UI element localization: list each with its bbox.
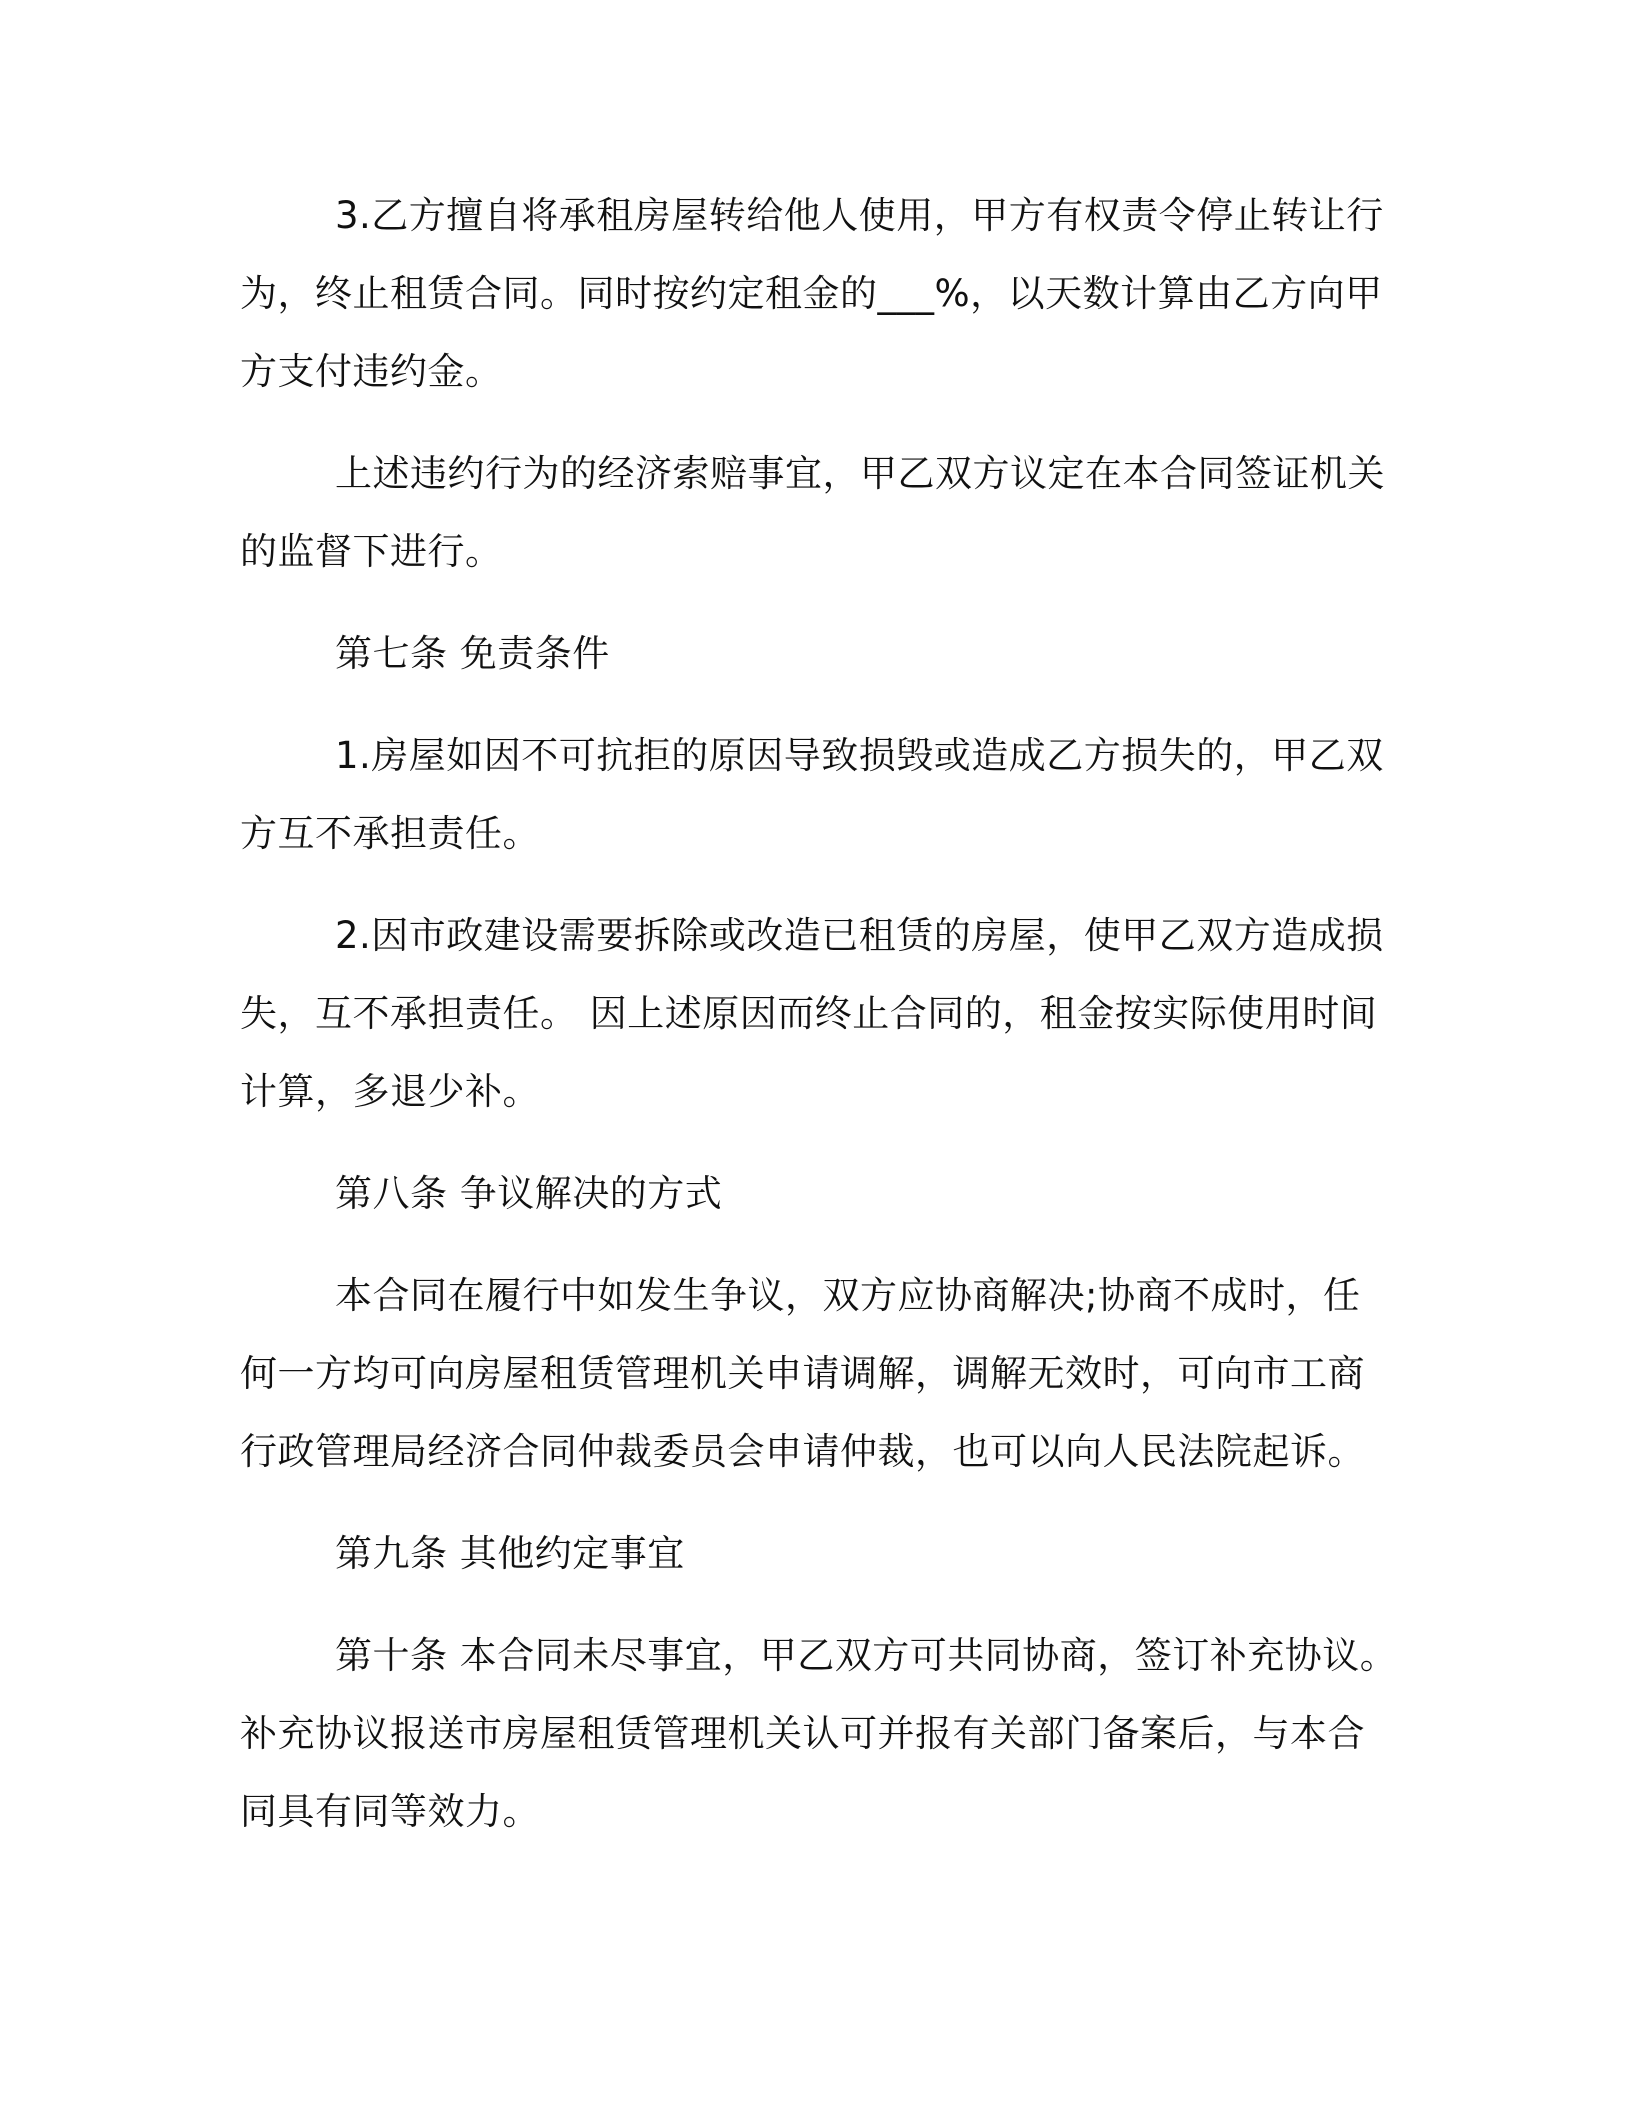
article-heading: 第八条 争议解决的方式 <box>335 1172 723 1215</box>
text-line: 何一方均可向房屋租赁管理机关申请调解，调解无效时，可向市工商 <box>240 1352 1365 1395</box>
text-line: 上述违约行为的经济索赔事宜，甲乙双方议定在本合同签证机关 <box>335 452 1385 495</box>
text-line: 为，终止租赁合同。同时按约定租金的___%，以天数计算由乙方向甲 <box>240 272 1383 315</box>
text-line: 1.房屋如因不可抗拒的原因导致损毁或造成乙方损失的，甲乙双 <box>335 734 1384 777</box>
article-heading: 第七条 免责条件 <box>335 632 610 675</box>
text-line: 本合同在履行中如发生争议，双方应协商解决;协商不成时，任 <box>335 1274 1361 1317</box>
text-line: 方互不承担责任。 <box>240 812 540 855</box>
text-line: 行政管理局经济合同仲裁委员会申请仲裁，也可以向人民法院起诉。 <box>240 1430 1365 1473</box>
text-line: 2.因市政建设需要拆除或改造已租赁的房屋，使甲乙双方造成损 <box>335 914 1384 957</box>
text-line: 同具有同等效力。 <box>240 1790 540 1833</box>
text-line: 失，互不承担责任。 因上述原因而终止合同的，租金按实际使用时间 <box>240 992 1378 1035</box>
text-line: 3.乙方擅自将承租房屋转给他人使用，甲方有权责令停止转让行 <box>335 194 1384 237</box>
text-line: 计算，多退少补。 <box>240 1070 540 1113</box>
text-line: 的监督下进行。 <box>240 530 503 573</box>
article-heading: 第九条 其他约定事宜 <box>335 1532 685 1575</box>
text-line: 方支付违约金。 <box>240 350 503 393</box>
text-line: 补充协议报送市房屋租赁管理机关认可并报有关部门备案后，与本合 <box>240 1712 1365 1755</box>
text-line: 第十条 本合同未尽事宜，甲乙双方可共同协商，签订补充协议。 <box>335 1634 1398 1677</box>
